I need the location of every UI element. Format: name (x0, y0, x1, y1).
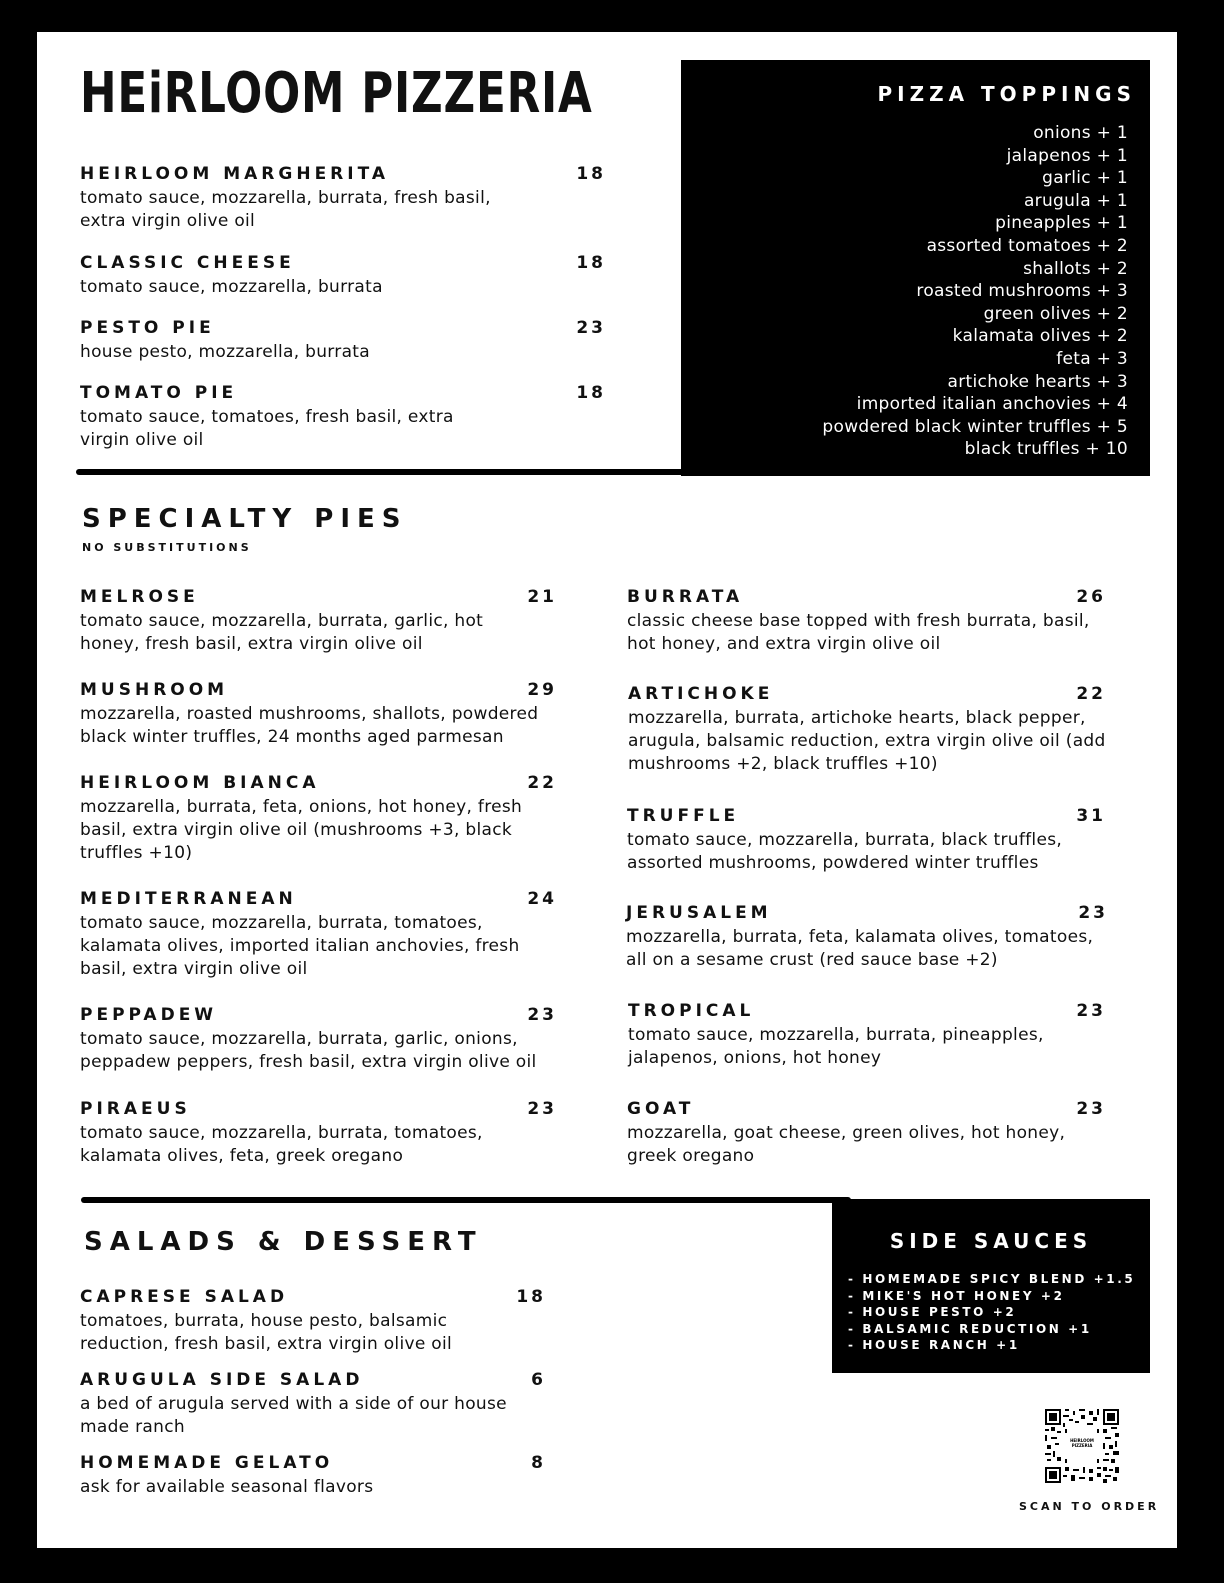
menu-item (80, 1004, 557, 1074)
sauce-item: - HOMEMADE SPICY BLEND +1.5 (848, 1272, 1136, 1286)
item-price: 18 (576, 383, 606, 403)
item-name: HEIRLOOM BIANCA (80, 773, 320, 793)
item-name: HEIRLOOM MARGHERITA (80, 164, 390, 184)
item-price: 29 (527, 680, 557, 700)
side-sauces-title: SIDE SAUCES (889, 1229, 1093, 1253)
item-description: tomato sauce, mozzarella, burrata, garlic, hot honey, fresh basil, extra virgin olive oil (80, 611, 484, 654)
item-description: tomato sauce, mozzarella, burrata, garlic, onions, peppadew peppers, fresh basil, extra virgin olive oil (80, 1029, 537, 1072)
topping-item: garlic + 1 (1042, 168, 1128, 189)
item-price: 18 (576, 164, 606, 184)
item-name: MEDITERRANEAN (80, 889, 297, 909)
menu-item (80, 772, 557, 865)
section-title: SALADS & DESSERT (84, 1227, 483, 1257)
topping-item: roasted mushrooms + 3 (916, 281, 1128, 302)
item-price: 23 (1076, 1099, 1106, 1119)
item-name: GOAT (627, 1099, 695, 1119)
side-sauces-panel (832, 1199, 1150, 1373)
section-divider (76, 469, 696, 475)
item-price: 6 (531, 1370, 546, 1390)
item-price: 26 (1076, 587, 1106, 607)
item-name: TROPICAL (628, 1001, 755, 1021)
item-description: mozzarella, burrata, feta, onions, hot honey, fresh basil, extra virgin olive oil (mushrooms +3, black truffles +10) (80, 797, 523, 863)
item-description: mozzarella, burrata, artichoke hearts, black pepper, arugula, balsamic reduction, extra virgin olive oil (add mushrooms +2, black truffles +10) (628, 708, 1106, 774)
topping-item: kalamata olives + 2 (952, 326, 1128, 347)
topping-item: onions + 1 (1033, 123, 1128, 143)
topping-item: powdered black winter truffles + 5 (822, 416, 1128, 437)
qr-code[interactable] (1045, 1409, 1119, 1483)
item-name: TOMATO PIE (80, 383, 238, 403)
item-name: BURRATA (627, 587, 744, 607)
item-price: 8 (531, 1453, 546, 1473)
item-description: tomato sauce, tomatoes, fresh basil, extra virgin olive oil (80, 407, 454, 450)
section-subtitle: NO SUBSTITUTIONS (82, 541, 252, 554)
item-description: tomato sauce, mozzarella, burrata, tomatoes, kalamata olives, feta, greek oregano (80, 1123, 483, 1166)
restaurant-logo: HEiRLOOM PIZZERIA (80, 61, 593, 126)
menu-item (80, 1098, 557, 1168)
item-description: tomatoes, burrata, house pesto, balsamic reduction, fresh basil, extra virgin olive oil (80, 1311, 453, 1354)
scan-to-order-label: SCAN TO ORDER (1019, 1500, 1160, 1513)
item-price: 23 (527, 1005, 557, 1025)
menu-item (80, 1452, 546, 1499)
item-description: mozzarella, goat cheese, green olives, hot honey, greek oregano (627, 1123, 1066, 1166)
topping-item: pineapples + 1 (995, 213, 1128, 234)
topping-item: imported italian anchovies + 4 (856, 394, 1128, 415)
topping-item: artichoke hearts + 3 (947, 371, 1128, 392)
item-description: tomato sauce, mozzarella, burrata, pineapples, jalapenos, onions, hot honey (628, 1025, 1044, 1068)
item-name: MELROSE (80, 587, 199, 607)
menu-item (628, 683, 1106, 776)
sauce-item: - HOUSE RANCH +1 (848, 1338, 1020, 1353)
item-price: 31 (1076, 806, 1106, 826)
menu-item (627, 805, 1106, 875)
item-name: CAPRESE SALAD (80, 1287, 289, 1307)
sauce-item: - MIKE'S HOT HONEY +2 (848, 1288, 1065, 1303)
menu-item (80, 163, 606, 233)
menu-item (80, 317, 606, 364)
menu-item (628, 1000, 1106, 1070)
topping-item: feta + 3 (1056, 348, 1128, 369)
menu-item (80, 1369, 546, 1439)
toppings-title: PIZZA TOPPINGS (877, 82, 1136, 106)
item-name: ARTICHOKE (628, 684, 774, 704)
item-description: tomato sauce, mozzarella, burrata, black truffles, assorted mushrooms, powdered winter truffles (627, 830, 1063, 873)
menu-item (626, 902, 1108, 972)
item-description: mozzarella, burrata, feta, kalamata olives, tomatoes, all on a sesame crust (red sauce base +2) (626, 927, 1094, 970)
item-name: MUSHROOM (80, 680, 229, 700)
item-name: ARUGULA SIDE SALAD (80, 1370, 364, 1390)
qr-logo-text: HEIRLOOM PIZZERIA (1070, 1438, 1094, 1448)
section-title: SPECIALTY PIES (82, 504, 408, 534)
section-divider (81, 1197, 851, 1203)
item-name: JERUSALEM (626, 903, 772, 923)
item-name: HOMEMADE GELATO (80, 1453, 334, 1473)
item-description: a bed of arugula served with a side of our house made ranch (80, 1394, 507, 1437)
menu-item (80, 888, 557, 981)
sauce-item: - BALSAMIC REDUCTION +1 (848, 1321, 1092, 1336)
menu-item (80, 586, 557, 656)
item-price: 22 (1076, 684, 1106, 704)
item-name: PEPPADEW (80, 1005, 218, 1025)
item-price: 21 (527, 587, 557, 607)
item-description: tomato sauce, mozzarella, burrata (80, 277, 383, 297)
item-description: ask for available seasonal flavors (80, 1477, 374, 1497)
menu-item (627, 586, 1106, 656)
item-price: 22 (527, 773, 557, 793)
item-description: classic cheese base topped with fresh burrata, basil, hot honey, and extra virgin olive oil (627, 611, 1090, 654)
menu-item (80, 679, 557, 749)
toppings-panel (681, 60, 1150, 476)
topping-item: arugula + 1 (1023, 190, 1128, 211)
item-name: CLASSIC CHEESE (80, 253, 295, 273)
item-price: 18 (516, 1287, 546, 1307)
menu-item (80, 252, 606, 299)
toppings-list (822, 122, 1128, 461)
item-name: TRUFFLE (627, 806, 740, 826)
item-description: tomato sauce, mozzarella, burrata, tomatoes, kalamata olives, imported italian anchovies, fresh basil, extra virgin olive oil (80, 913, 520, 979)
topping-item: jalapenos + 1 (1006, 145, 1128, 166)
menu-item (80, 382, 606, 452)
item-name: PIRAEUS (80, 1099, 191, 1119)
item-price: 23 (1078, 903, 1108, 923)
item-price: 23 (527, 1099, 557, 1119)
topping-item: green olives + 2 (983, 303, 1128, 324)
item-description: mozzarella, roasted mushrooms, shallots, powdered black winter truffles, 24 months aged parmesan (80, 704, 539, 747)
item-name: PESTO PIE (80, 318, 215, 338)
menu-item (627, 1098, 1106, 1168)
side-sauces-list (848, 1271, 1135, 1354)
item-price: 23 (1076, 1001, 1106, 1021)
item-price: 18 (576, 253, 606, 273)
sauce-item: - HOUSE PESTO +2 (848, 1305, 1017, 1320)
item-description: house pesto, mozzarella, burrata (80, 342, 370, 362)
topping-item: shallots + 2 (1023, 258, 1128, 279)
item-price: 24 (527, 889, 557, 909)
item-description: tomato sauce, mozzarella, burrata, fresh basil, extra virgin olive oil (80, 188, 491, 231)
item-price: 23 (576, 318, 606, 338)
topping-item: black truffles + 10 (964, 439, 1128, 460)
topping-item: assorted tomatoes + 2 (926, 235, 1128, 256)
menu-item (80, 1286, 546, 1356)
